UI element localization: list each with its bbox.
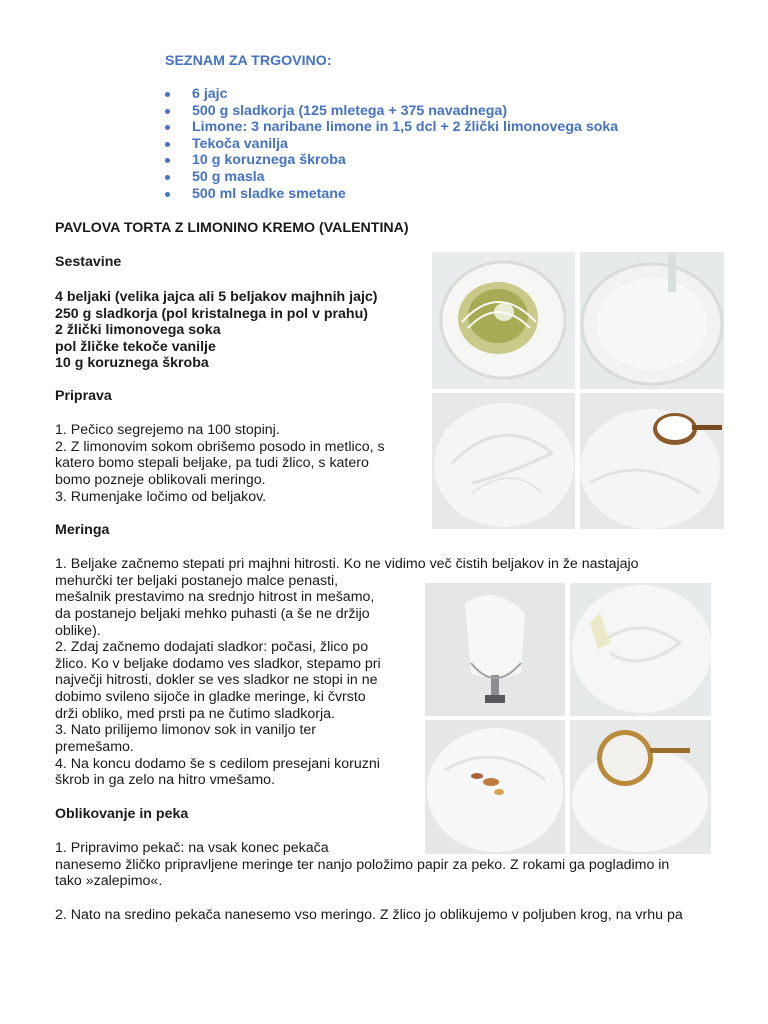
ingredient-line: 4 beljaki (velika jajca ali 5 beljakov majhnih jajc) — [55, 289, 378, 305]
meringue-line: oblike). — [55, 623, 101, 639]
meringue-line: škrob in ga zelo na hitro vmešamo. — [55, 772, 276, 788]
prep-line: 2. Z limonovim sokom obrišemo posodo in metlico, s — [55, 439, 385, 455]
shaping-line: tako »zalepimo«. — [55, 873, 163, 889]
prep-line: katero bomo stepali beljake, pa tudi žlico, s katero — [55, 455, 369, 471]
recipe-title: PAVLOVA TORTA Z LIMONINO KREMO (VALENTINA) — [55, 220, 409, 236]
meringue-line: premešamo. — [55, 739, 134, 755]
egg-whites-bowl-photo — [432, 252, 575, 389]
prep-line: 3. Rumenjake ločimo od beljakov. — [55, 489, 267, 505]
ingredients-heading: Sestavine — [55, 254, 122, 270]
meringue-line: dobimo svileno sijoče in gladke meringe, ki čvrsto — [55, 689, 366, 705]
meringue-line: drži obliko, med prsti pa ne čutimo sladkorja. — [55, 706, 335, 722]
meringue-line: 2. Zdaj začnemo dodajati sladkor: počasi, žlico po — [55, 639, 369, 655]
meringue-heading: Meringa — [55, 522, 110, 538]
adding-sugar-photo — [580, 393, 724, 529]
meringue-line: da postanejo beljaki mehko puhasti (a še ne držijo — [55, 606, 370, 622]
glossy-meringue-photo — [570, 583, 711, 716]
shaping-line: 2. Nato na sredino pekača nanesemo vso meringo. Z žlico jo oblikujemo v poljuben krog, na vrhu pa — [55, 907, 683, 923]
shopping-item: Limone: 3 naribane limone in 1,5 dcl + 2 žlički limonovega soka — [165, 119, 618, 136]
sifting-starch-photo — [570, 720, 711, 854]
shaping-line: 1. Pripravimo pekač: na vsak konec pekača — [55, 840, 329, 856]
meringue-line: 3. Nato prilijemo limonov sok in vaniljo ter — [55, 722, 317, 738]
foamy-whites-photo — [580, 252, 724, 389]
shopping-item: 500 g sladkorja (125 mletega + 375 navadnega) — [165, 103, 618, 120]
ingredient-line: 250 g sladkorja (pol kristalnega in pol v prahu) — [55, 306, 368, 322]
shopping-item: Tekoča vanilja — [165, 136, 618, 153]
meringue-line: največji hitrosti, dokler se ves sladkor ne stopi in ne — [55, 672, 378, 688]
meringue-line: mehurčki ter beljaki postanejo malce penasti, — [55, 573, 339, 589]
vanilla-added-photo — [425, 720, 565, 854]
shaping-heading: Oblikovanje in peka — [55, 806, 189, 822]
ingredient-line: pol žličke tekoče vanilje — [55, 339, 216, 355]
ingredient-line: 2 žlički limonovega soka — [55, 322, 221, 338]
shopping-item: 500 ml sladke smetane — [165, 186, 618, 203]
soft-peaks-photo — [432, 393, 575, 529]
shopping-item: 6 jajc — [165, 86, 618, 103]
prep-line: bomo pozneje oblikovali meringo. — [55, 472, 266, 488]
prep-line: 1. Pečico segrejemo na 100 stopinj. — [55, 422, 280, 438]
shopping-list — [165, 86, 618, 202]
shopping-item: 50 g masla — [165, 169, 618, 186]
prep-heading: Priprava — [55, 388, 112, 404]
meringue-line: 4. Na koncu dodamo še s cedilom presejani koruzni — [55, 756, 380, 772]
whisk-meringue-photo — [425, 583, 565, 716]
shopping-item: 10 g koruznega škroba — [165, 152, 618, 169]
meringue-line: mešalnik prestavimo na srednjo hitrost in mešamo, — [55, 589, 375, 605]
meringue-line: 1. Beljake začnemo stepati pri majhni hitrosti. Ko ne vidimo več čistih beljakov in že nastajajo — [55, 556, 639, 572]
ingredient-line: 10 g koruznega škroba — [55, 355, 209, 371]
meringue-line: žlico. Ko v beljake dodamo ves sladkor, stepamo pri — [55, 656, 381, 672]
shaping-line: nanesemo žličko pripravljene meringe ter nanjo položimo papir za peko. Z rokami ga pogladimo in — [55, 857, 670, 873]
shopping-list-title: SEZNAM ZA TRGOVINO: — [165, 53, 332, 69]
